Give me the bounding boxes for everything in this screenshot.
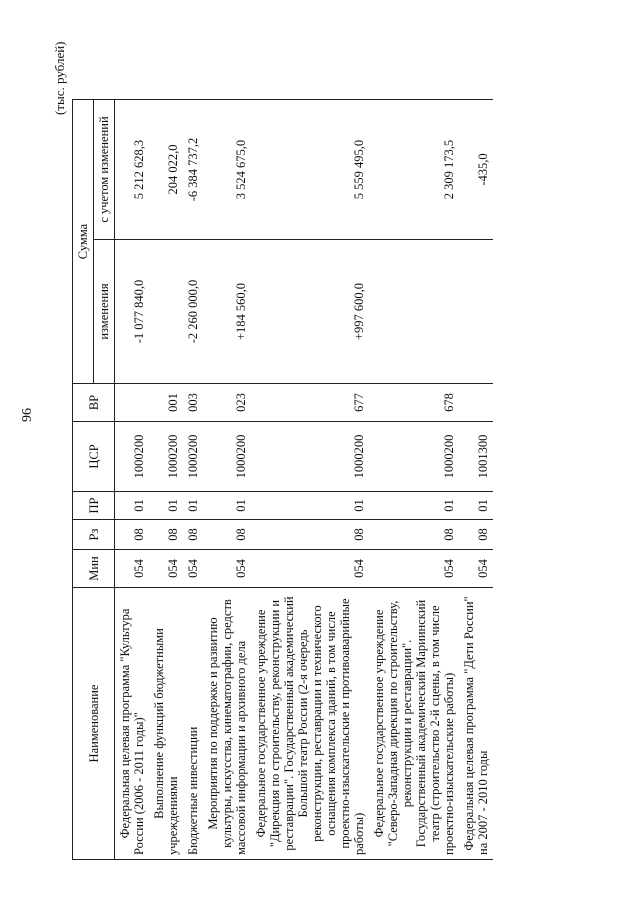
table-row <box>369 100 459 860</box>
row-rz: 08 <box>369 520 459 550</box>
row-vr <box>115 384 150 422</box>
row-total: -6 384 737,2 <box>183 100 203 240</box>
row-change <box>369 240 459 384</box>
row-rz: 08 <box>203 520 251 550</box>
row-change <box>149 240 183 384</box>
header-sum: Сумма <box>73 100 94 384</box>
row-csr: 1000200 <box>115 422 150 492</box>
row-vr: 678 <box>369 384 459 422</box>
row-min: 054 <box>251 550 369 588</box>
row-name: Федеральное государственное учреждение "Северо-Западная дирекция по строительству, реконструкции и реставрации". Государственный академический Мариинский театр (строительство 2-й сцены, в том числе проектно-изыскательские работы) <box>369 588 459 860</box>
row-min: 054 <box>459 550 493 588</box>
header-min: Мин <box>73 550 115 588</box>
table-row <box>183 100 203 860</box>
row-vr <box>459 384 493 422</box>
row-change: -1 077 840,0 <box>115 240 150 384</box>
row-csr: 1001300 <box>459 422 493 492</box>
row-pr: 01 <box>115 492 150 520</box>
row-csr: 1000200 <box>149 422 183 492</box>
table-row <box>459 100 493 860</box>
row-change <box>459 240 493 384</box>
row-min: 054 <box>115 550 150 588</box>
row-rz: 08 <box>115 520 150 550</box>
row-vr: 001 <box>149 384 183 422</box>
row-total: 2 309 173,5 <box>369 100 459 240</box>
row-change: +184 560,0 <box>203 240 251 384</box>
row-pr: 01 <box>251 492 369 520</box>
row-total: 204 022,0 <box>149 100 183 240</box>
row-name: Федеральная целевая программа "Культура России (2006 - 2011 годы)" <box>115 588 150 860</box>
row-total: 3 524 675,0 <box>203 100 251 240</box>
row-rz: 08 <box>459 520 493 550</box>
header-changes: изменения <box>94 240 115 384</box>
row-name: Мероприятия по поддержке и развитию культуры, искусства, кинематографии, средств массовой информации и архивного дела <box>203 588 251 860</box>
row-min: 054 <box>203 550 251 588</box>
row-change: +997 600,0 <box>251 240 369 384</box>
row-vr: 003 <box>183 384 203 422</box>
row-csr: 1000200 <box>203 422 251 492</box>
row-total: 5 212 628,3 <box>115 100 150 240</box>
row-rz: 08 <box>149 520 183 550</box>
header-row <box>73 100 94 860</box>
row-name: Бюджетные инвестиции <box>183 588 203 860</box>
table-row <box>149 100 183 860</box>
header-rz: Рз <box>73 520 115 550</box>
row-name: Федеральное государственное учреждение "Дирекция по строительству, реконструкции и реставрации". Государственный академический Большой театр России (2-я очередь реконструкции, реставрации и технического оснащения комплекса зданий, в том числе проектно-изыскательские и противоаварийные работы) <box>251 588 369 860</box>
row-total: 5 559 495,0 <box>251 100 369 240</box>
row-min: 054 <box>149 550 183 588</box>
table-row <box>203 100 251 860</box>
row-change: -2 260 000,0 <box>183 240 203 384</box>
header-with-changes: с учетом изменений <box>94 100 115 240</box>
header-csr: ЦСР <box>73 422 115 492</box>
table-row <box>115 100 150 860</box>
row-vr: 677 <box>251 384 369 422</box>
units-label: (тыс. рублей) <box>52 41 67 115</box>
row-csr: 1000200 <box>251 422 369 492</box>
header-pr: ПР <box>73 492 115 520</box>
row-pr: 01 <box>459 492 493 520</box>
header-vr: ВР <box>73 384 115 422</box>
row-pr: 01 <box>183 492 203 520</box>
row-total: -435,0 <box>459 100 493 240</box>
table-row <box>251 100 369 860</box>
budget-table <box>72 99 493 860</box>
row-min: 054 <box>183 550 203 588</box>
row-vr: 023 <box>203 384 251 422</box>
row-pr: 01 <box>369 492 459 520</box>
row-pr: 01 <box>149 492 183 520</box>
page-number: 96 <box>20 408 35 422</box>
row-rz: 08 <box>183 520 203 550</box>
row-name: Федеральная целевая программа "Дети России" на 2007 - 2010 годы <box>459 588 493 860</box>
row-csr: 1000200 <box>183 422 203 492</box>
row-pr: 01 <box>203 492 251 520</box>
row-name: Выполнение функций бюджетными учреждениями <box>149 588 183 860</box>
row-csr: 1000200 <box>369 422 459 492</box>
row-min: 054 <box>369 550 459 588</box>
header-name: Наименование <box>73 588 115 860</box>
row-rz: 08 <box>251 520 369 550</box>
